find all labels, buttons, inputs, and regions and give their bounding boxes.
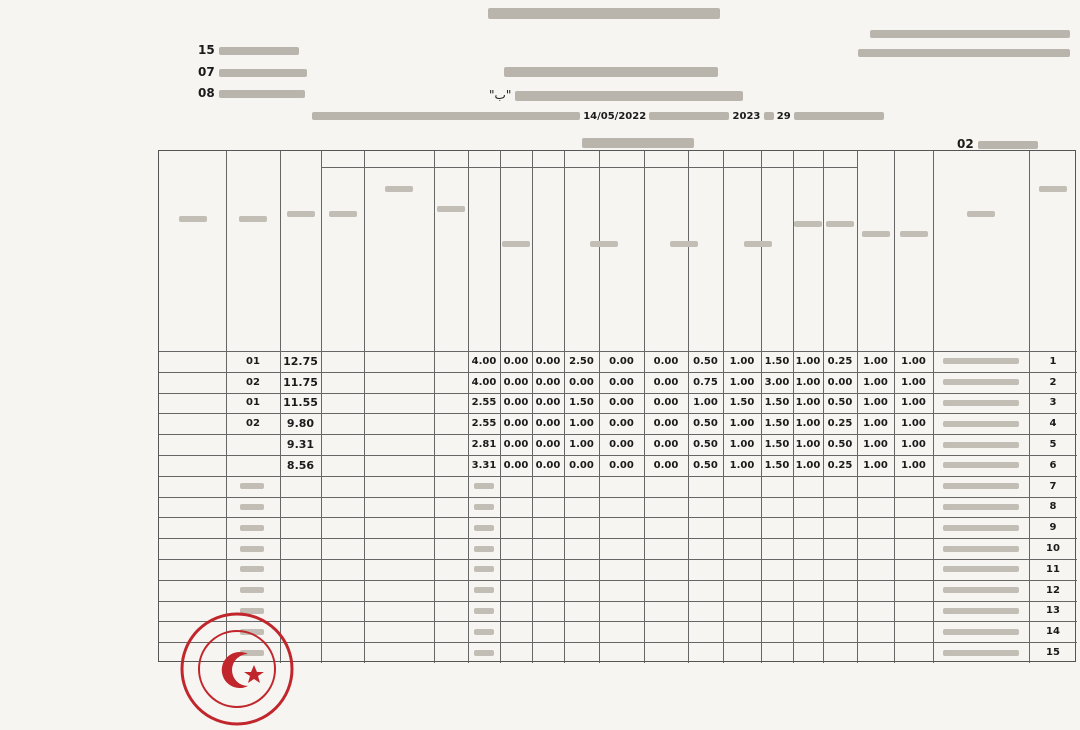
status-mark [474, 587, 494, 593]
score-cell: 0.50 [693, 418, 718, 430]
candidate-name [943, 379, 1019, 385]
column-header-text [862, 231, 890, 237]
row-number: 10 [1046, 543, 1060, 555]
status-mark [474, 483, 494, 489]
score-cell: 1.00 [729, 459, 755, 471]
score-cell: 0.00 [535, 439, 561, 451]
score-cell: 1.00 [863, 418, 888, 430]
score-cell: 0.00 [503, 459, 529, 471]
row-rule [159, 559, 1077, 560]
present-count: 07 [198, 65, 307, 79]
score-cell: 0.00 [653, 459, 679, 471]
status-mark [240, 504, 264, 510]
total-score: 11.75 [283, 375, 318, 389]
row-number: 6 [1049, 459, 1057, 471]
column-header-text [287, 211, 315, 217]
results-table [158, 150, 1076, 662]
total-score: 9.31 [286, 438, 315, 452]
total-score: 11.55 [283, 396, 318, 410]
row-rule [159, 601, 1077, 602]
column-header-text [1039, 186, 1067, 192]
score-cell: 1.00 [901, 355, 926, 367]
score-cell: 0.00 [535, 397, 561, 409]
school-name [858, 45, 1070, 59]
score-cell: 1.00 [729, 376, 755, 388]
column-header-text [670, 241, 698, 247]
absent-count: 08 [198, 86, 305, 100]
status-mark [240, 587, 264, 593]
score-cell: 0.00 [653, 418, 679, 430]
result-cell: 01 [246, 397, 260, 409]
score-cell: 0.00 [503, 355, 529, 367]
score-cell: 0.25 [827, 418, 853, 430]
total-score: 9.80 [286, 417, 315, 431]
candidate-name [943, 629, 1019, 635]
score-cell: 0.00 [609, 459, 634, 471]
row-number: 15 [1046, 647, 1060, 659]
score-cell: 0.00 [653, 355, 679, 367]
ministry-name [870, 26, 1070, 40]
score-cell: 0.25 [827, 355, 853, 367]
total-score: 8.56 [286, 458, 315, 472]
row-number: 2 [1049, 376, 1057, 388]
candidate-name [943, 587, 1019, 593]
score-cell: 0.00 [609, 397, 634, 409]
score-cell: 1.50 [729, 397, 755, 409]
score-cell: 0.50 [693, 439, 718, 451]
score-cell: 1.00 [863, 355, 888, 367]
row-rule [159, 476, 1077, 477]
group-rule [321, 167, 857, 168]
score-cell: 0.00 [503, 376, 529, 388]
row-number: 8 [1049, 501, 1057, 513]
score-cell: 0.50 [693, 459, 718, 471]
row-number: 11 [1046, 563, 1060, 575]
column-rule [434, 151, 435, 663]
score-cell: 0.00 [609, 439, 634, 451]
candidate-name [943, 400, 1019, 406]
status-mark [240, 483, 264, 489]
score-cell: 0.00 [535, 355, 561, 367]
score-cell: 1.50 [764, 355, 790, 367]
status-mark [240, 566, 264, 572]
row-number: 4 [1049, 418, 1057, 430]
row-rule [159, 517, 1077, 518]
candidate-name [943, 483, 1019, 489]
status-mark [240, 525, 264, 531]
score-cell: 4.00 [471, 355, 497, 367]
result-cell: 02 [246, 418, 260, 430]
score-cell: 2.55 [471, 397, 497, 409]
candidate-name [943, 358, 1019, 364]
score-cell: 0.00 [609, 355, 634, 367]
score-cell: 1.00 [795, 376, 821, 388]
score-cell: 1.50 [764, 397, 790, 409]
status-mark [240, 546, 264, 552]
score-cell: 4.00 [471, 376, 497, 388]
status-mark [474, 629, 494, 635]
score-cell: 1.00 [729, 418, 755, 430]
row-number: 5 [1049, 439, 1057, 451]
column-header-text [437, 206, 465, 212]
row-number: 12 [1046, 584, 1060, 596]
score-cell: 1.00 [863, 459, 888, 471]
score-cell: 0.00 [569, 459, 594, 471]
score-cell: 0.00 [609, 376, 634, 388]
row-rule [159, 642, 1077, 643]
candidate-name [943, 650, 1019, 656]
score-cell: 0.00 [503, 397, 529, 409]
row-number: 1 [1049, 355, 1057, 367]
score-cell: 3.31 [471, 459, 497, 471]
score-cell: 0.75 [693, 376, 718, 388]
score-cell: 2.55 [471, 418, 497, 430]
score-cell: 0.00 [503, 418, 529, 430]
score-cell: 1.00 [795, 397, 821, 409]
score-cell: 1.50 [764, 459, 790, 471]
score-cell: 1.50 [569, 397, 594, 409]
column-header-text [744, 241, 772, 247]
row-number: 3 [1049, 397, 1057, 409]
score-cell: 0.50 [693, 355, 718, 367]
score-cell: 0.25 [827, 459, 853, 471]
score-cell: 0.00 [569, 376, 594, 388]
column-header-text [385, 186, 413, 192]
score-cell: 1.00 [901, 376, 926, 388]
score-cell: 1.00 [693, 397, 718, 409]
score-cell: 1.00 [901, 397, 926, 409]
score-cell: 1.00 [795, 418, 821, 430]
official-stamp [178, 610, 296, 728]
score-cell: 1.00 [795, 355, 821, 367]
column-rule [321, 151, 322, 663]
candidate-name [943, 525, 1019, 531]
candidate-name [943, 504, 1019, 510]
row-rule [159, 580, 1077, 581]
row-number: 7 [1049, 480, 1057, 492]
score-cell: 0.00 [653, 397, 679, 409]
column-rule [364, 151, 365, 663]
column-header-text [900, 231, 928, 237]
column-header-text [967, 211, 995, 217]
score-cell: 1.00 [901, 439, 926, 451]
score-cell: 0.00 [653, 439, 679, 451]
candidate-name [943, 421, 1019, 427]
status-mark [474, 650, 494, 656]
score-cell: 1.00 [729, 439, 755, 451]
column-header-text [794, 221, 822, 227]
grade-code: "ب" [489, 88, 512, 102]
total-score: 12.75 [283, 354, 318, 368]
column-rule [933, 151, 934, 663]
status-mark [474, 546, 494, 552]
status-mark [474, 566, 494, 572]
status-mark [474, 525, 494, 531]
column-header-text [329, 211, 357, 217]
legal-notice: 14/05/2022 2023 29 [312, 111, 884, 122]
score-cell: 1.00 [795, 439, 821, 451]
score-cell: 2.50 [569, 355, 594, 367]
score-cell: 1.00 [863, 397, 888, 409]
specialty-label [582, 135, 694, 149]
column-header-text [590, 241, 618, 247]
posts-count: 02 [957, 137, 1038, 151]
score-cell: 0.50 [827, 439, 853, 451]
score-cell: 0.00 [535, 376, 561, 388]
row-rule [159, 621, 1077, 622]
candidate-name [943, 546, 1019, 552]
score-cell: 0.00 [503, 439, 529, 451]
score-cell: 1.00 [569, 418, 594, 430]
column-header-text [502, 241, 530, 247]
score-cell: 0.00 [653, 376, 679, 388]
score-cell: 0.00 [609, 418, 634, 430]
row-number: 9 [1049, 522, 1057, 534]
score-cell: 1.00 [901, 459, 926, 471]
column-header-text [179, 216, 207, 222]
doc-title [504, 64, 718, 78]
score-cell: 1.00 [569, 439, 594, 451]
doc-subtitle [489, 88, 743, 102]
score-cell: 2.81 [471, 439, 497, 451]
score-cell: 3.00 [764, 376, 790, 388]
score-cell: 0.50 [827, 397, 853, 409]
candidate-name [943, 566, 1019, 572]
score-cell: 1.50 [764, 439, 790, 451]
column-header-text [826, 221, 854, 227]
candidate-name [943, 608, 1019, 614]
score-cell: 1.00 [901, 418, 926, 430]
row-rule [159, 538, 1077, 539]
result-cell: 01 [246, 355, 260, 367]
status-mark [474, 504, 494, 510]
score-cell: 0.00 [535, 459, 561, 471]
candidate-name [943, 462, 1019, 468]
score-cell: 0.00 [535, 418, 561, 430]
republic-title [488, 6, 720, 20]
row-number: 14 [1046, 626, 1060, 638]
score-cell: 1.00 [729, 355, 755, 367]
row-rule [159, 497, 1077, 498]
column-header-text [239, 216, 267, 222]
row-number: 13 [1046, 605, 1060, 617]
score-cell: 0.00 [827, 376, 853, 388]
score-cell: 1.00 [863, 439, 888, 451]
result-cell: 02 [246, 376, 260, 388]
registered-count: 15 [198, 43, 299, 57]
candidate-name [943, 442, 1019, 448]
score-cell: 1.00 [863, 376, 888, 388]
score-cell: 1.00 [795, 459, 821, 471]
status-mark [474, 608, 494, 614]
score-cell: 1.50 [764, 418, 790, 430]
